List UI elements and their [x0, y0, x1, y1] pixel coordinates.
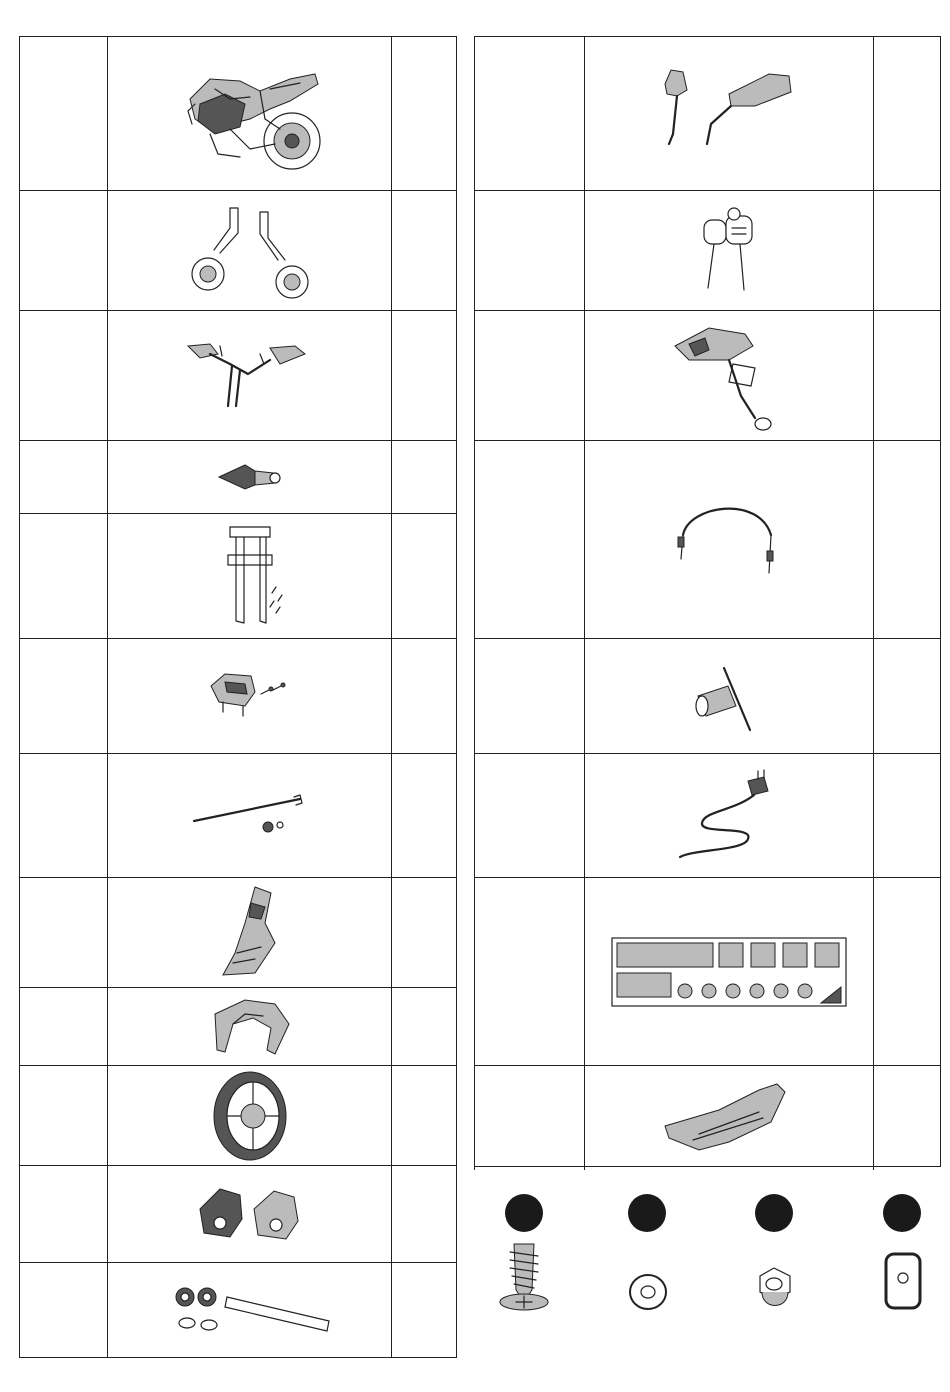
part-qty-cell — [392, 1166, 457, 1263]
part-image-cell — [585, 441, 874, 639]
part-image-cell — [108, 1166, 392, 1263]
washer-icon — [626, 1272, 670, 1312]
part-image-cell — [108, 514, 392, 639]
part-qty-cell — [392, 639, 457, 754]
hardware-marker-4 — [883, 1194, 921, 1232]
parts-table-left — [19, 36, 457, 1358]
part-qty-cell — [392, 1066, 457, 1166]
part-number-cell — [475, 37, 585, 191]
screw-icon — [496, 1240, 552, 1316]
part-number-cell — [20, 441, 108, 514]
part-image-cell — [108, 1066, 392, 1166]
axle-nuts-washers-icon — [165, 1275, 335, 1345]
motorcycle-body-icon — [170, 49, 330, 179]
part-number-cell — [20, 311, 108, 441]
part-image-cell — [585, 1066, 874, 1167]
part-qty-cell — [392, 37, 457, 191]
part-number-cell — [475, 1066, 585, 1167]
part-image-cell — [585, 639, 874, 754]
hardware-marker-3 — [755, 1194, 793, 1232]
part-qty-cell — [874, 311, 941, 441]
rubber-pad-icon — [880, 1248, 926, 1314]
part-number-cell — [20, 514, 108, 639]
part-number-cell — [20, 754, 108, 878]
part-image-cell — [585, 878, 874, 1066]
headlight-icon — [215, 457, 285, 497]
part-number-cell — [20, 878, 108, 988]
part-image-cell — [108, 311, 392, 441]
part-qty-cell — [392, 514, 457, 639]
part-qty-cell — [874, 191, 941, 311]
mirrors-icon — [659, 64, 799, 164]
parts-table-right — [474, 36, 941, 1167]
nut-icon — [752, 1262, 798, 1316]
axle-with-nut-icon — [190, 791, 310, 841]
part-qty-cell — [874, 754, 941, 878]
part-number-cell — [475, 878, 585, 1066]
front-fork-icon — [200, 521, 300, 631]
part-qty-cell — [874, 441, 941, 639]
bracket-with-screws-icon — [205, 666, 295, 726]
part-image-cell — [108, 191, 392, 311]
part-qty-cell — [874, 878, 941, 1066]
part-qty-cell — [392, 878, 457, 988]
part-qty-cell — [392, 191, 457, 311]
part-image-cell — [108, 988, 392, 1066]
part-image-cell — [108, 1263, 392, 1358]
hardware-marker-2 — [628, 1194, 666, 1232]
part-qty-cell — [874, 639, 941, 754]
part-number-cell — [475, 441, 585, 639]
part-image-cell — [108, 37, 392, 191]
part-number-cell — [20, 1066, 108, 1166]
part-image-cell — [585, 754, 874, 878]
license-plate-holder-icon — [669, 316, 789, 436]
part-image-cell — [585, 311, 874, 441]
part-qty-cell — [392, 1263, 457, 1358]
front-wheel-icon — [205, 1069, 295, 1163]
front-fender-icon — [205, 994, 295, 1060]
part-image-cell — [108, 441, 392, 514]
part-number-cell — [20, 988, 108, 1066]
part-qty-cell — [392, 754, 457, 878]
part-image-cell — [585, 191, 874, 311]
training-wheels-icon — [180, 198, 320, 303]
part-image-cell — [585, 37, 874, 191]
wrench-tool-icon — [684, 656, 774, 736]
part-number-cell — [20, 1166, 108, 1263]
charger-icon — [674, 761, 784, 871]
front-fairing-icon — [215, 883, 285, 983]
part-image-cell — [108, 639, 392, 754]
part-qty-cell — [392, 311, 457, 441]
handlebar-icon — [180, 336, 320, 416]
part-qty-cell — [392, 441, 457, 514]
part-number-cell — [475, 639, 585, 754]
part-qty-cell — [874, 37, 941, 191]
part-number-cell — [20, 37, 108, 191]
part-qty-cell — [874, 1066, 941, 1167]
keys-icon — [694, 206, 764, 296]
part-image-cell — [108, 878, 392, 988]
sticker-sheet-icon — [611, 937, 847, 1007]
seat-icon — [659, 1076, 799, 1156]
part-number-cell — [20, 1263, 108, 1358]
part-number-cell — [475, 754, 585, 878]
part-number-cell — [20, 191, 108, 311]
hardware-marker-1 — [505, 1194, 543, 1232]
fork-brackets-icon — [190, 1179, 310, 1249]
part-image-cell — [108, 754, 392, 878]
part-number-cell — [20, 639, 108, 754]
part-qty-cell — [392, 988, 457, 1066]
part-number-cell — [475, 191, 585, 311]
connector-cable-icon — [669, 495, 789, 585]
part-number-cell — [475, 311, 585, 441]
